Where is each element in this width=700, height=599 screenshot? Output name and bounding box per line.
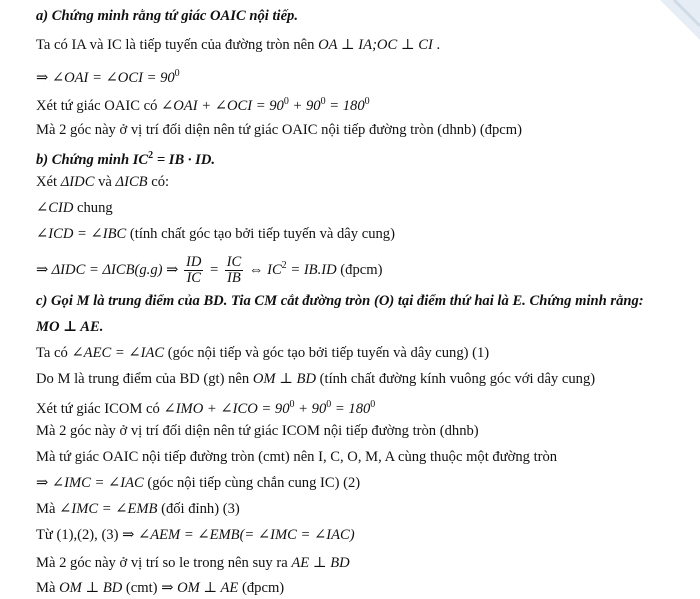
math-expression: ∠AEC = ∠IAC	[71, 345, 165, 361]
math-expression: + 90	[294, 401, 327, 417]
text-run: (đpcm)	[238, 580, 285, 596]
section-heading-a-head	[36, 6, 690, 26]
text-run: (đpcm)	[336, 261, 383, 278]
text-run: Mà tứ giác OAIC nội tiếp đường tròn (cmt) nên I, C, O, M, A cùng thuộc một đường tròn	[36, 449, 558, 465]
math-expression: ⇔ IC	[245, 261, 282, 278]
text-run: (góc nội tiếp cùng chắn cung IC) (2)	[143, 475, 361, 491]
math-expression: ∠ICD = ∠IBC	[36, 226, 127, 242]
fraction-numerator: ID	[186, 254, 202, 270]
text-line-c6	[36, 473, 690, 493]
text-line-c1	[36, 343, 690, 363]
math-expression: = 180	[331, 401, 371, 417]
text-run: .	[211, 152, 216, 168]
text-line-b1	[36, 172, 690, 192]
math-expression: ∠IMO + ∠ICO = 90	[163, 401, 290, 417]
text-run: c) Gọi	[36, 293, 77, 309]
text-run: Mà	[36, 580, 60, 596]
text-run: .	[432, 37, 441, 53]
text-line-c9	[36, 553, 690, 573]
text-run: và	[94, 174, 116, 190]
math-expression: ⇒ ΔIDC = ΔICB(g.g) ⇒	[36, 261, 183, 278]
text-run: .	[99, 319, 104, 335]
math-expression: OM ⊥ BD	[59, 580, 123, 596]
math-expression: ∠CID	[36, 200, 74, 216]
text-run: a) Chứng minh rằng tứ giác OAIC nội tiếp.	[36, 8, 298, 24]
text-run: Do M là trung điểm của BD (gt) nên	[36, 371, 253, 387]
superscript: 0	[320, 96, 326, 107]
math-expression: ΔICB	[115, 174, 148, 190]
superscript: 0	[326, 399, 332, 410]
text-run: Mà 2 góc này ở vị trí so le trong nên suy ra	[36, 555, 292, 571]
text-run: Xét tứ giác ICOM có	[36, 401, 164, 417]
text-run: (tính chất góc tạo bởi tiếp tuyến và dây cung)	[126, 226, 395, 242]
text-line-c5	[36, 447, 690, 467]
section-heading-c-head	[36, 291, 690, 311]
math-expression: + 90	[288, 98, 321, 114]
text-line-a2	[36, 64, 690, 88]
math-expression: ⇒ ∠AEM = ∠EMB(= ∠IMC = ∠IAC)	[122, 527, 355, 543]
text-line-c8	[36, 525, 690, 545]
superscript: 2	[148, 150, 154, 161]
math-expression: ΔIDC	[60, 174, 95, 190]
text-run: (góc nội tiếp và góc tạo bởi tiếp tuyến và dây cung) (1)	[164, 345, 490, 361]
math-expression: MO ⊥ AE	[36, 319, 100, 335]
superscript: 0	[283, 96, 289, 107]
text-run: Mà 2 góc này ở vị trí đối diện nên tứ giác OAIC nội tiếp đường tròn (dhnb) (đpcm)	[36, 122, 522, 138]
fraction-denominator: IB	[227, 270, 241, 286]
math-expression: OA ⊥ IA;OC ⊥ CI	[318, 37, 433, 53]
text-run: . Chứng minh rằng:	[522, 293, 644, 309]
text-line-c3	[36, 395, 690, 419]
text-line-a4	[36, 120, 690, 140]
text-run: Ta có	[36, 345, 72, 361]
math-expression: =	[205, 261, 223, 278]
math-expression: ∠IMC = ∠EMB	[59, 501, 158, 517]
math-expression: ⇒ ∠OAI = ∠OCI = 90	[36, 70, 175, 86]
text-run: là trung điểm của BD. Tia CM cắt đường tròn	[89, 293, 374, 309]
text-line-a3	[36, 92, 690, 116]
superscript: 0	[364, 96, 370, 107]
math-expression: IC	[132, 152, 149, 168]
superscript: 0	[289, 399, 295, 410]
math-expression: M	[76, 293, 90, 309]
text-run: Mà 2 góc này ở vị trí đối diện nên tứ giác ICOM nội tiếp đường tròn (dhnb)	[36, 423, 479, 439]
text-run: Mà	[36, 501, 60, 517]
fraction-numerator: IC	[226, 254, 242, 270]
superscript: 2	[281, 259, 287, 271]
math-expression: AE ⊥ BD	[291, 555, 350, 571]
fraction	[225, 255, 244, 286]
text-line-b4	[36, 255, 690, 286]
text-run: tại điểm thứ hai là	[394, 293, 513, 309]
superscript: 0	[174, 68, 180, 79]
fraction-denominator: IC	[186, 270, 202, 286]
text-line-c10	[36, 578, 690, 598]
text-run: Từ (1),(2), (3)	[36, 527, 123, 543]
text-run: Xét	[36, 174, 61, 190]
text-run: có:	[147, 174, 170, 190]
text-run: Xét tứ giác OAIC có	[36, 98, 162, 114]
section-heading-c-head2	[36, 317, 690, 337]
text-line-b3	[36, 224, 690, 244]
math-expression: ⇒ OM ⊥ AE	[161, 580, 239, 596]
math-expression: E	[512, 293, 523, 309]
text-line-c2	[36, 369, 690, 389]
text-run: chung	[73, 200, 113, 216]
text-line-c4	[36, 421, 690, 441]
math-expression: = IB · ID	[153, 152, 212, 168]
text-line-a1	[36, 35, 690, 55]
math-expression: ∠OAI + ∠OCI = 90	[161, 98, 284, 114]
text-line-b2	[36, 198, 690, 218]
fraction	[184, 255, 203, 286]
math-expression: = 180	[325, 98, 365, 114]
section-heading-b-head	[36, 146, 690, 170]
superscript: 0	[370, 399, 376, 410]
text-run: Ta có IA và IC là tiếp tuyến của đường tròn nên	[36, 37, 319, 53]
text-run: (đối đỉnh) (3)	[157, 501, 240, 517]
math-expression: = IB.ID	[286, 261, 337, 278]
text-line-c7	[36, 499, 690, 519]
math-expression: OM ⊥ BD	[252, 371, 317, 387]
math-expression: (O)	[373, 293, 395, 309]
math-expression: ⇒ ∠IMC = ∠IAC	[36, 475, 144, 491]
text-run: b) Chứng minh	[36, 152, 133, 168]
text-run: (cmt)	[122, 580, 162, 596]
text-run: (tính chất đường kính vuông góc với dây cung)	[316, 371, 596, 387]
